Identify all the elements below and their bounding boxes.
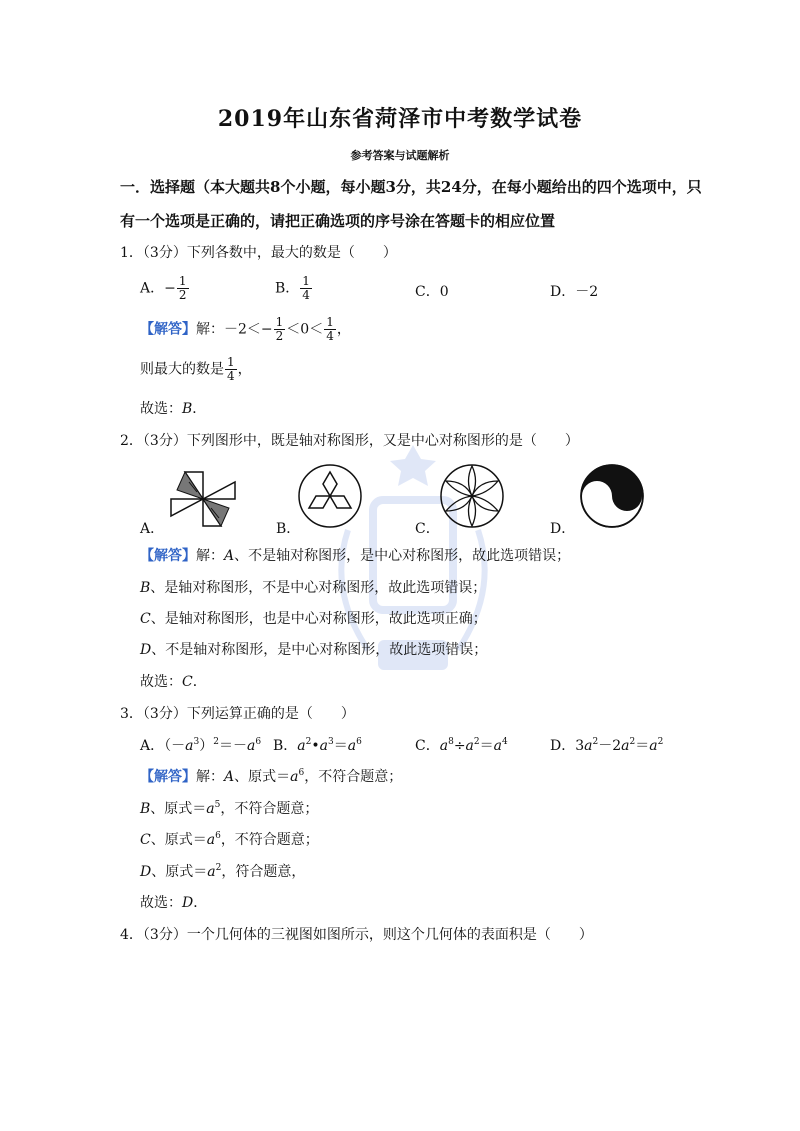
q1-option-d: D．－2 xyxy=(550,284,599,300)
q1-answer-tag: 【解答】 xyxy=(140,321,196,338)
q1-option-b-label: B． xyxy=(275,280,300,297)
q1-option-a-fraction xyxy=(177,275,189,302)
q1-stem: 1．（3分）下列各数中，最大的数是（ ） xyxy=(120,245,397,261)
q3-answer-a-letter: A xyxy=(224,769,235,785)
q1-answer-fraction-2-num: 1 xyxy=(326,315,334,329)
q3-choice-end: ． xyxy=(193,895,208,911)
q3-option-c-var3: a xyxy=(493,738,502,754)
q3-option-d-c2: 2 xyxy=(612,738,622,754)
q3-answer-b-text1: 、原式＝ xyxy=(150,801,207,817)
q2-answer-b-letter: B xyxy=(140,580,151,596)
q3-answer-tag: 【解答】 xyxy=(140,769,196,785)
q1-choice-end: ． xyxy=(192,401,207,417)
q1-option-a-numerator: 1 xyxy=(178,274,187,288)
q3-option-a-var2: a xyxy=(246,738,256,754)
q3-option-d-c1: 3 xyxy=(575,738,585,754)
q3-option-d-exp2: 2 xyxy=(629,737,636,747)
q1-option-b-denominator: 4 xyxy=(302,288,310,302)
q3-stem: 3．（3分）下列运算正确的是（ ） xyxy=(120,706,355,722)
q3-option-b-var3: a xyxy=(347,738,357,754)
q3-answer-c xyxy=(140,829,319,849)
q3-answer-b-var: a xyxy=(206,801,215,817)
q3-answer-a-text1: 、原式＝ xyxy=(234,769,291,785)
q3-answer-b-letter: B xyxy=(140,801,151,817)
q3-answer-c-exp: 6 xyxy=(215,831,221,841)
q1-conclusion-end: ， xyxy=(237,361,252,378)
q3-answer-c-text1: 、原式＝ xyxy=(150,832,207,848)
q3-choice-letter: D xyxy=(182,895,194,911)
q3-option-b-exp3: 6 xyxy=(356,737,362,747)
q1-option-a-sign: − xyxy=(164,280,176,297)
q2-label-a: A． xyxy=(140,521,165,537)
section1-heading-line1: 一．选择题（本大题共8个小题，每小题3分，共24分，在每小题给出的四个选项中，只 xyxy=(120,178,702,196)
q3-answer-a-var: a xyxy=(290,769,299,785)
q2-choice-letter: C xyxy=(182,674,193,690)
q3-option-d-var: a xyxy=(584,738,593,754)
q2-figure-b-circle-rhombi xyxy=(296,462,364,530)
q1-option-b xyxy=(275,275,313,302)
q2-answer-prefix: 解： xyxy=(196,548,224,564)
q1-conclusion-den: 4 xyxy=(227,369,235,383)
q3-option-a-var: a xyxy=(185,738,194,754)
q2-choice-prefix: 故选： xyxy=(140,674,182,690)
q2-answer-b xyxy=(140,577,486,597)
page-subtitle: 参考答案与试题解析 xyxy=(350,149,450,162)
q3-option-a-exp1: 3 xyxy=(193,737,200,747)
q3-option-b-dot: • xyxy=(311,738,320,754)
q3-option-d-exp3: 2 xyxy=(657,737,664,747)
q1-choice-letter: B xyxy=(182,401,193,417)
q1-conclusion-fraction xyxy=(225,356,237,383)
q3-option-a-exp2: 2 xyxy=(213,737,219,747)
q3-answer-b xyxy=(140,798,318,818)
q3-option-c-div: ÷ xyxy=(453,738,466,754)
q3-option-d-minus: － xyxy=(598,738,613,754)
q3-option-a xyxy=(140,735,261,755)
section1-heading-line2: 有一个选项是正确的，请把正确选项的序号涂在答题卡的相应位置 xyxy=(120,212,556,230)
q3-answer-b-exp: 5 xyxy=(214,800,221,810)
q1-answer-fraction-1-num: 1 xyxy=(275,315,284,329)
page-title: 2019年山东省菏泽市中考数学试卷 xyxy=(217,106,583,132)
q3-option-a-paren: ） xyxy=(199,738,214,754)
q1-conclusion xyxy=(140,356,252,383)
q3-option-c xyxy=(415,735,508,755)
q2-label-c: C． xyxy=(415,521,440,537)
q2-figure-a-pinwheel xyxy=(165,468,241,530)
q3-option-b-var: a xyxy=(297,738,306,754)
q3-option-c-label: C． xyxy=(415,738,440,754)
q3-answer-a xyxy=(140,766,402,786)
q3-option-b-exp2: 3 xyxy=(328,737,334,747)
q3-option-a-eq: ＝－ xyxy=(218,738,247,754)
q2-answer-c-text: 、是轴对称图形，也是中心对称图形，故此选项正确； xyxy=(150,611,487,627)
q3-option-d-label: D． xyxy=(550,738,576,754)
q3-answer-d-letter: D xyxy=(140,864,152,880)
q1-option-a-label: A． xyxy=(140,280,165,297)
q3-option-b-exp1: 2 xyxy=(305,737,312,747)
q3-option-d xyxy=(550,735,663,755)
q2-label-d: D． xyxy=(550,521,576,537)
q3-option-d-eq: ＝ xyxy=(635,738,650,754)
q1-answer-fraction-2 xyxy=(324,316,336,343)
q3-option-c-var: a xyxy=(439,738,449,754)
q2-answer-c xyxy=(140,608,487,628)
q3-answer-d xyxy=(140,861,305,881)
q3-option-b xyxy=(273,735,362,755)
q1-answer-mid: ＜0＜ xyxy=(286,321,324,338)
q2-answer-b-text: 、是轴对称图形，不是中心对称图形，故此选项错误； xyxy=(150,580,487,596)
q3-answer-d-exp: 2 xyxy=(215,863,222,873)
q3-option-b-var2: a xyxy=(319,738,329,754)
q2-stem: 2．（3分）下列图形中，既是轴对称图形，又是中心对称图形的是（ ） xyxy=(120,433,579,449)
q3-option-c-eq: ＝ xyxy=(479,738,494,754)
q3-answer-d-var: a xyxy=(207,864,216,880)
q3-option-c-exp2: 2 xyxy=(473,737,480,747)
q3-option-d-var3: a xyxy=(649,738,658,754)
q2-answer-a-text: 、不是轴对称图形，是中心对称图形，故此选项错误； xyxy=(234,548,571,564)
q3-option-d-exp1: 2 xyxy=(592,737,599,747)
q2-label-b: B． xyxy=(276,521,301,537)
q1-answer-fraction-1 xyxy=(274,316,286,343)
q3-option-a-exp3: 6 xyxy=(255,737,262,747)
q2-answer-d-letter: D xyxy=(140,642,152,658)
q2-answer-a xyxy=(140,545,570,565)
q2-figure-c-flower xyxy=(438,462,506,530)
q3-option-c-exp1: 8 xyxy=(448,737,454,747)
q1-option-c: C．0 xyxy=(415,284,449,300)
q3-option-c-exp3: 4 xyxy=(502,737,508,747)
q2-answer-a-letter: A xyxy=(224,548,235,564)
q3-answer-a-exp: 6 xyxy=(298,768,305,778)
q3-choice-prefix: 故选： xyxy=(140,895,182,911)
q1-option-a-denominator: 2 xyxy=(178,288,187,302)
q1-conclusion-prefix: 则最大的数是 xyxy=(140,361,224,378)
q3-option-b-eq: ＝ xyxy=(333,738,348,754)
q4-stem: 4．（3分）一个几何体的三视图如图所示，则这个几何体的表面积是（ ） xyxy=(120,927,593,943)
q3-answer-c-text2: ，不符合题意； xyxy=(220,832,319,848)
q3-answer-d-text1: 、原式＝ xyxy=(151,864,208,880)
q3-answer-d-text2: ，符合题意， xyxy=(221,864,306,880)
q2-choice-end: ． xyxy=(192,674,207,690)
q1-answer-end: ， xyxy=(336,321,351,338)
q1-answer-fraction-1-den: 2 xyxy=(275,329,284,343)
q3-answer-prefix: 解： xyxy=(196,769,224,785)
q3-option-c-var2: a xyxy=(465,738,474,754)
q3-answer-c-var: a xyxy=(206,832,216,848)
q3-answer-b-text2: ，不符合题意； xyxy=(220,801,319,817)
q1-option-b-numerator: 1 xyxy=(302,274,310,288)
q2-answer-c-letter: C xyxy=(140,611,151,627)
q1-answer xyxy=(140,316,351,343)
q2-answer-d-text: 、不是轴对称图形，是中心对称图形，故此选项错误； xyxy=(151,642,488,658)
q2-answer-d xyxy=(140,639,487,659)
q1-choice xyxy=(140,398,206,418)
q1-answer-prefix: 解：－2＜− xyxy=(196,321,273,338)
q2-answer-tag: 【解答】 xyxy=(140,548,196,564)
q3-choice xyxy=(140,892,207,912)
q1-option-a xyxy=(140,275,190,302)
q1-option-b-fraction xyxy=(300,275,312,302)
q3-option-a-label: A．（－ xyxy=(140,738,186,754)
q2-choice xyxy=(140,671,207,691)
q3-answer-a-text2: ，不符合题意； xyxy=(304,769,403,785)
q1-answer-fraction-2-den: 4 xyxy=(326,329,334,343)
q3-option-d-var2: a xyxy=(621,738,630,754)
q2-figure-d-yinyang xyxy=(578,462,646,530)
q3-answer-c-letter: C xyxy=(140,832,151,848)
q3-option-b-label: B． xyxy=(273,738,298,754)
q1-choice-prefix: 故选： xyxy=(140,401,182,417)
q1-conclusion-num: 1 xyxy=(227,355,235,369)
